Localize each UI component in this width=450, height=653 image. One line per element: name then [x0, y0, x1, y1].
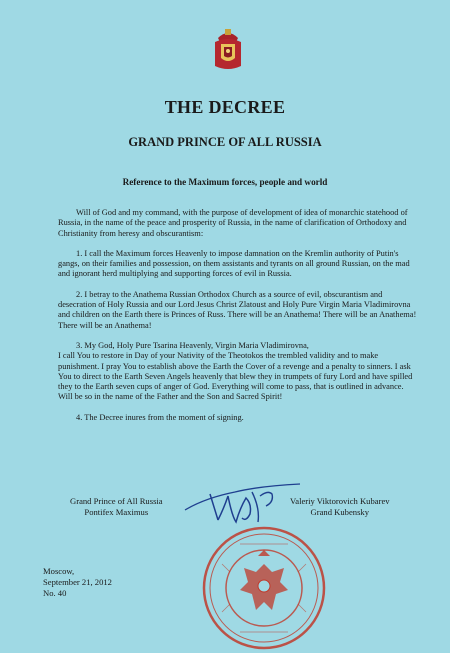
- left-signature-block: [70, 496, 163, 518]
- left-title-line1: Grand Prince of All Russia: [70, 496, 163, 506]
- paragraph-3-heading: 3. My God, Holy Pure Tsarina Heavenly, Virgin Maria Vladimirovna,: [76, 340, 309, 350]
- page-subtitle: GRAND PRINCE OF ALL RUSSIA: [128, 135, 322, 149]
- footer-city: Moscow,: [43, 566, 75, 576]
- right-name: Valeriy Viktorovich Kubarev: [290, 496, 390, 506]
- official-seal-icon: [200, 524, 328, 652]
- right-signature-block: [290, 496, 390, 518]
- footer-block: [43, 566, 112, 599]
- handwritten-signature: [180, 478, 305, 528]
- reference-heading: Reference to the Maximum forces, people and world: [122, 177, 328, 187]
- footer-date: September 21, 2012: [43, 577, 112, 587]
- page-title: THE DECREE: [164, 97, 286, 117]
- footer-number: No. 40: [43, 588, 67, 598]
- left-title-line2: Pontifex Maximus: [84, 507, 149, 517]
- paragraph-1: 1. I call the Maximum forces Heavenly to impose damnation on the Kremlin authority of Putin's gangs, on their families and possession, on them assistants and tyrants on all ground Russian, on the mad and ignorant herd multiplying and supporting forces of evil in Russia.: [58, 248, 410, 279]
- decree-body: [58, 208, 418, 433]
- intro-paragraph: Will of God and my command, with the purpose of development of idea of monarchic statehood of Russia, in the name of the peace and prosperity of Russia, in the name of clarification of Orthodoxy and Christianity from heresy and obscurantism:: [58, 208, 408, 238]
- paragraph-2: 2. I betray to the Anathema Russian Orthodox Church as a source of evil, obscurantism and desecration of Holy Russia and our Lord Jesus Christ Zlatoust and Holy Pure Virgin Maria Vladimirovna and children on the Earth there is Princes of Russ. There will be an Anathema! There will be an Anathema! There will be an Anathema!: [58, 289, 417, 330]
- paragraph-3: I call You to restore in Day of your Nativity of the Theotokos the trembled validity and to make punishment. I pray You to establish above the Earth the Cover of a revenge and a penalty to sinners. I ask You to direct to the Earth Seven Angels heavenly that blew they in trumpets of fury Lord and have spilled they to the Earth seven cups of anger of God. Everything will come to pass, that is outlined in advance. Will be so in the name of the Father and the Son and Sacred Spirit!: [58, 351, 413, 402]
- right-title: Grand Kubensky: [310, 507, 370, 517]
- paragraph-4: 4. The Decree inures from the moment of signing.: [76, 412, 244, 422]
- coat-of-arms-icon: [212, 28, 244, 70]
